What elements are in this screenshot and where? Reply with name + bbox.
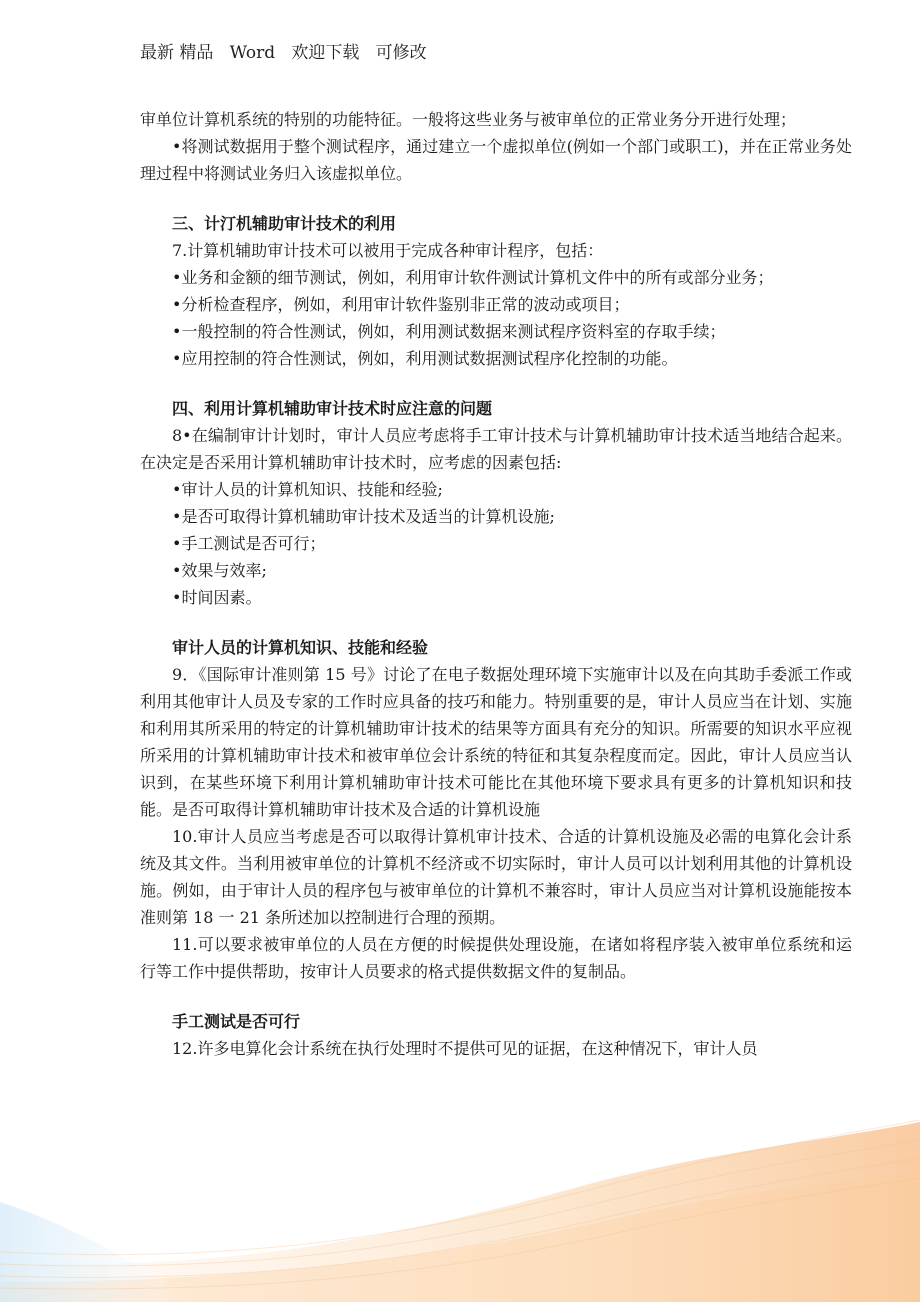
paragraph: 10.审计人员应当考虑是否可以取得计算机审计技术、合适的计算机设施及必需的电算化会计系统及其文件。当利用被审单位的计算机不经济或不切实际时，审计人员可以计划利用其他的计算机设施。例如，由于审计人员的程序包与被审单位的计算机不兼容时，审计人员应当对计算机设施能按本准则第 18 一 21 条所述加以控制进行合理的预期。 [140,827,852,927]
paragraph: •将测试数据用于整个测试程序，通过建立一个虚拟单位(例如一个部门或职工)，并在正常业务处理过程中将测试业务归入该虚拟单位。 [140,137,852,183]
paragraph: •手工测试是否可行； [172,534,326,553]
paragraph: •一般控制的符合性测试，例如，利用测试数据来测试程序资料室的存取手续； [172,322,726,341]
paragraph: •时间因素。 [172,588,262,607]
paragraph: 9．《国际审计准则第 15 号》讨论了在电子数据处理环境下实施审计以及在向其助手委派工作或利用其他审计人员及专家的工作时应具备的技巧和能力。特别重要的是，审计人员应当在计划、实施和利用其所采用的特定的计算机辅助审计技术的结果等方面具有充分的知识。所需要的知识水平应视所采用的计算机辅助审计技术和被审单位会计系统的特征和其复杂程度而定。因此，审计人员应当认识到，在某些环境下利用计算机辅助审计技术可能比在其他环境下要求具有更多的计算机知识和技能。是否可取得计算机辅助审计技术及合适的计算机设施 [140,665,852,819]
paragraph: 11.可以要求被审单位的人员在方便的时候提供处理设施，在诸如将程序装入被审单位系统和运行等工作中提供帮助，按审计人员要求的格式提供数据文件的复制品。 [140,935,852,981]
paragraph: •分析检查程序，例如，利用审计软件鉴别非正常的波动或项目； [172,295,630,314]
section-heading: 四、利用计算机辅助审计技术时应注意的问题 [172,399,493,418]
paragraph: 审单位计算机系统的特别的功能特征。一般将这些业务与被审单位的正常业务分开进行处理； [140,110,797,129]
section-heading: 审计人员的计算机知识、技能和经验 [172,638,429,657]
paragraph: 12.许多电算化会计系统在执行处理时不提供可见的证据，在这种情况下，审计人员 [172,1039,758,1058]
paragraph: •应用控制的符合性测试，例如，利用测试数据测试程序化控制的功能。 [172,349,678,368]
page-header: 最新 精品 Word 欢迎下载 可修改 [140,43,427,63]
paragraph: •效果与效率; [172,561,267,580]
paragraph: 8•在编制审计计划时，审计人员应考虑将手工审计技术与计算机辅助审计技术适当地结合起来。在决定是否采用计算机辅助审计技术时，应考虑的因素包括: [140,426,852,472]
document-body [140,106,852,1062]
paragraph: •是否可取得计算机辅助审计技术及适当的计算机设施; [172,507,555,526]
section-heading: 三、计汀机辅助审计技术的利用 [172,214,397,233]
paragraph: •业务和金额的细节测试，例如，利用审计软件测试计算机文件中的所有或部分业务； [172,268,774,287]
section-heading: 手工测试是否可行 [172,1012,301,1031]
paragraph: 7.计算机辅助审计技术可以被用于完成各种审计程序，包括： [172,241,604,260]
paragraph: •审计人员的计算机知识、技能和经验; [172,480,443,499]
